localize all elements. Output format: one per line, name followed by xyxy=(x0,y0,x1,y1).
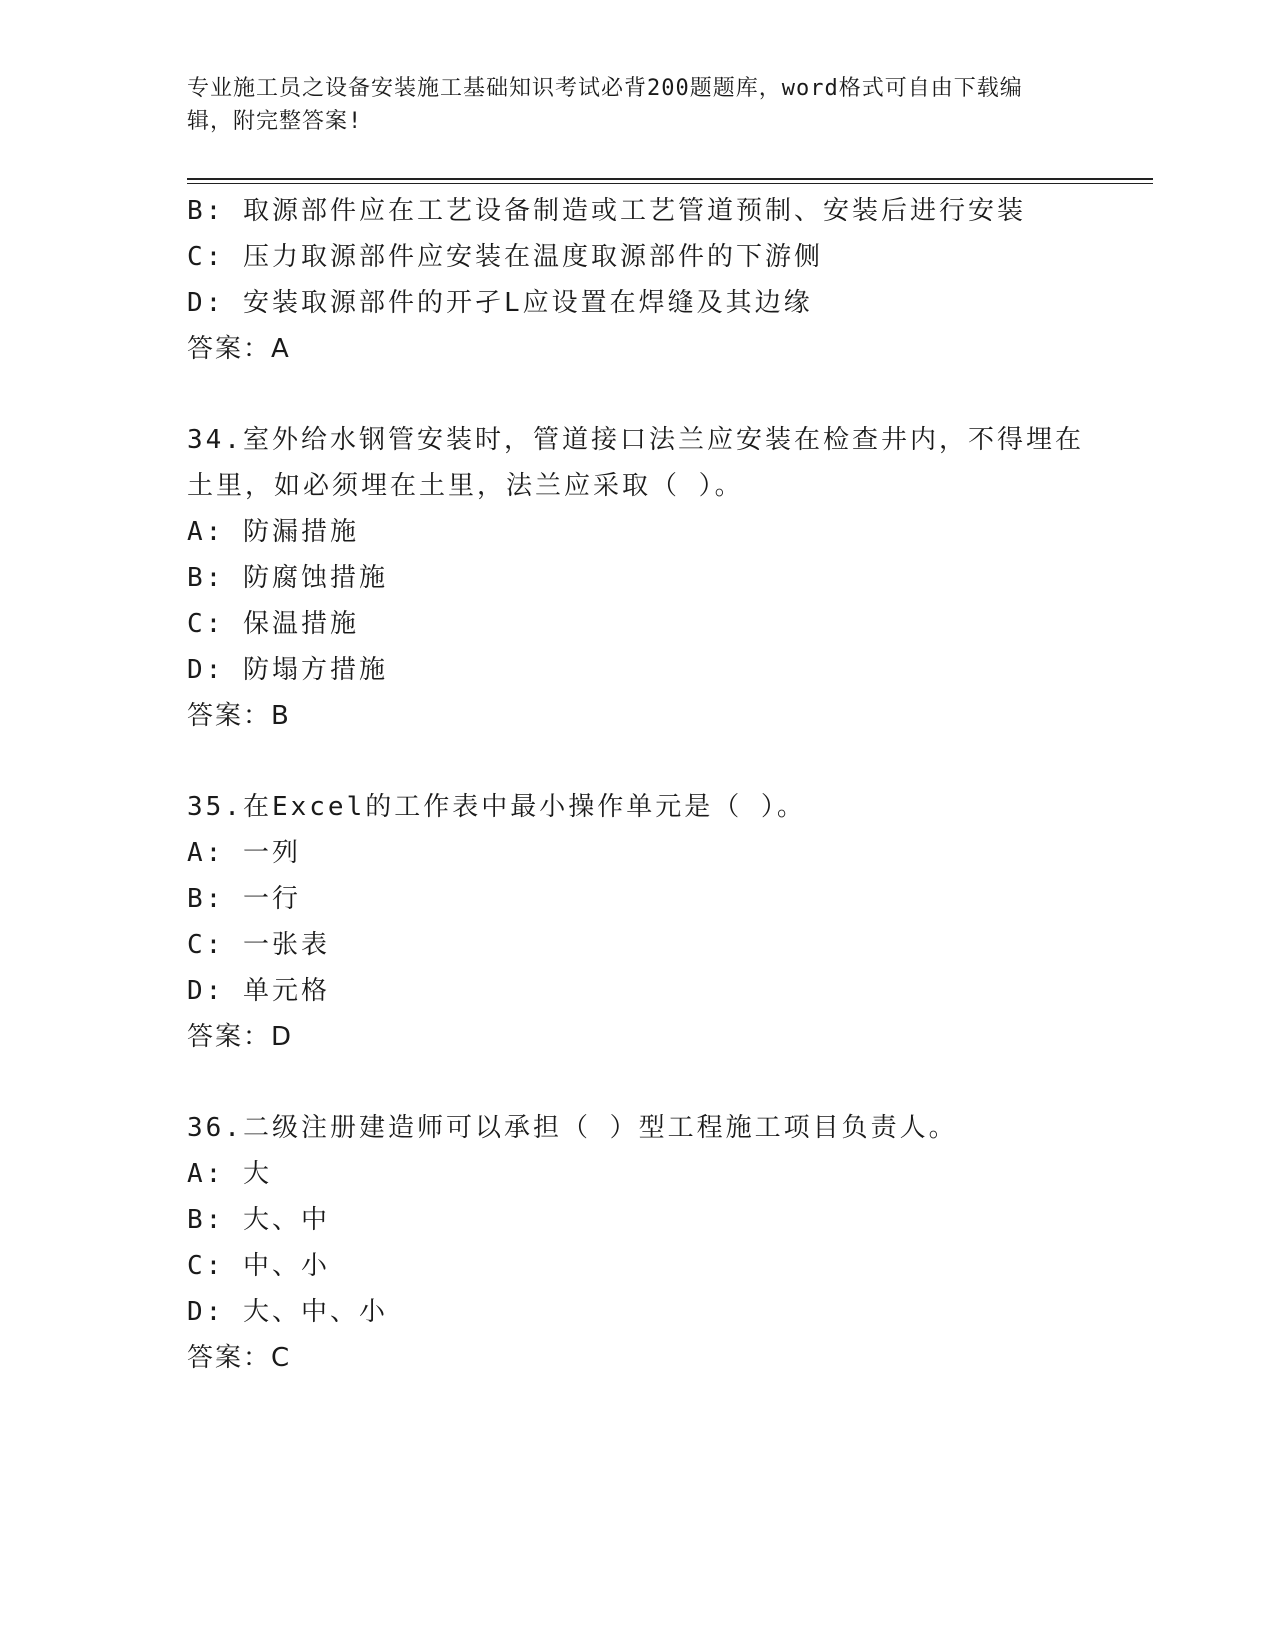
header-rule-bottom xyxy=(187,183,1153,184)
question-continued xyxy=(187,188,1087,372)
option-a: A: 一列 xyxy=(187,838,301,868)
question-34 xyxy=(187,417,1087,739)
option-b: B: 防腐蚀措施 xyxy=(187,563,388,593)
option-c: C: 一张表 xyxy=(187,930,330,960)
question-35 xyxy=(187,784,1087,1060)
question-gap xyxy=(187,739,1087,784)
option-a: A: 大 xyxy=(187,1159,272,1189)
question-text: 34.室外给水钢管安装时，管道接口法兰应安装在检查井内，不得埋在土里，如必须埋在土里，法兰应采取（ ）。 xyxy=(187,425,1084,501)
option-d: D: 大、中、小 xyxy=(187,1297,388,1327)
option-d: D: 安装取源部件的开孑L应设置在焊缝及其边缘 xyxy=(187,288,813,318)
option-b: B: 大、中 xyxy=(187,1205,330,1235)
option-d: D: 单元格 xyxy=(187,976,330,1006)
option-b: B: 取源部件应在工艺设备制造或工艺管道预制、安装后进行安装 xyxy=(187,196,1026,226)
answer-line: 答案：B xyxy=(187,701,291,731)
header-rule-top xyxy=(187,178,1153,180)
option-b: B: 一行 xyxy=(187,884,301,914)
option-a: A: 防漏措施 xyxy=(187,517,359,547)
question-list xyxy=(187,188,1087,1381)
answer-line: 答案：D xyxy=(187,1022,294,1052)
question-text: 35.在Excel的工作表中最小操作单元是（ ）。 xyxy=(187,792,806,822)
answer-line: 答案：A xyxy=(187,334,291,364)
question-gap xyxy=(187,1060,1087,1105)
answer-line: 答案：C xyxy=(187,1343,292,1373)
option-c: C: 压力取源部件应安装在温度取源部件的下游侧 xyxy=(187,242,823,272)
question-36 xyxy=(187,1105,1087,1381)
document-header: 专业施工员之设备安装施工基础知识考试必背200题题库，word格式可自由下载编辑，附完整答案! xyxy=(187,76,1023,134)
option-c: C: 保温措施 xyxy=(187,609,359,639)
question-text: 36.二级注册建造师可以承担（ ）型工程施工项目负责人。 xyxy=(187,1113,958,1143)
question-gap xyxy=(187,372,1087,417)
option-c: C: 中、小 xyxy=(187,1251,330,1281)
option-d: D: 防塌方措施 xyxy=(187,655,388,685)
